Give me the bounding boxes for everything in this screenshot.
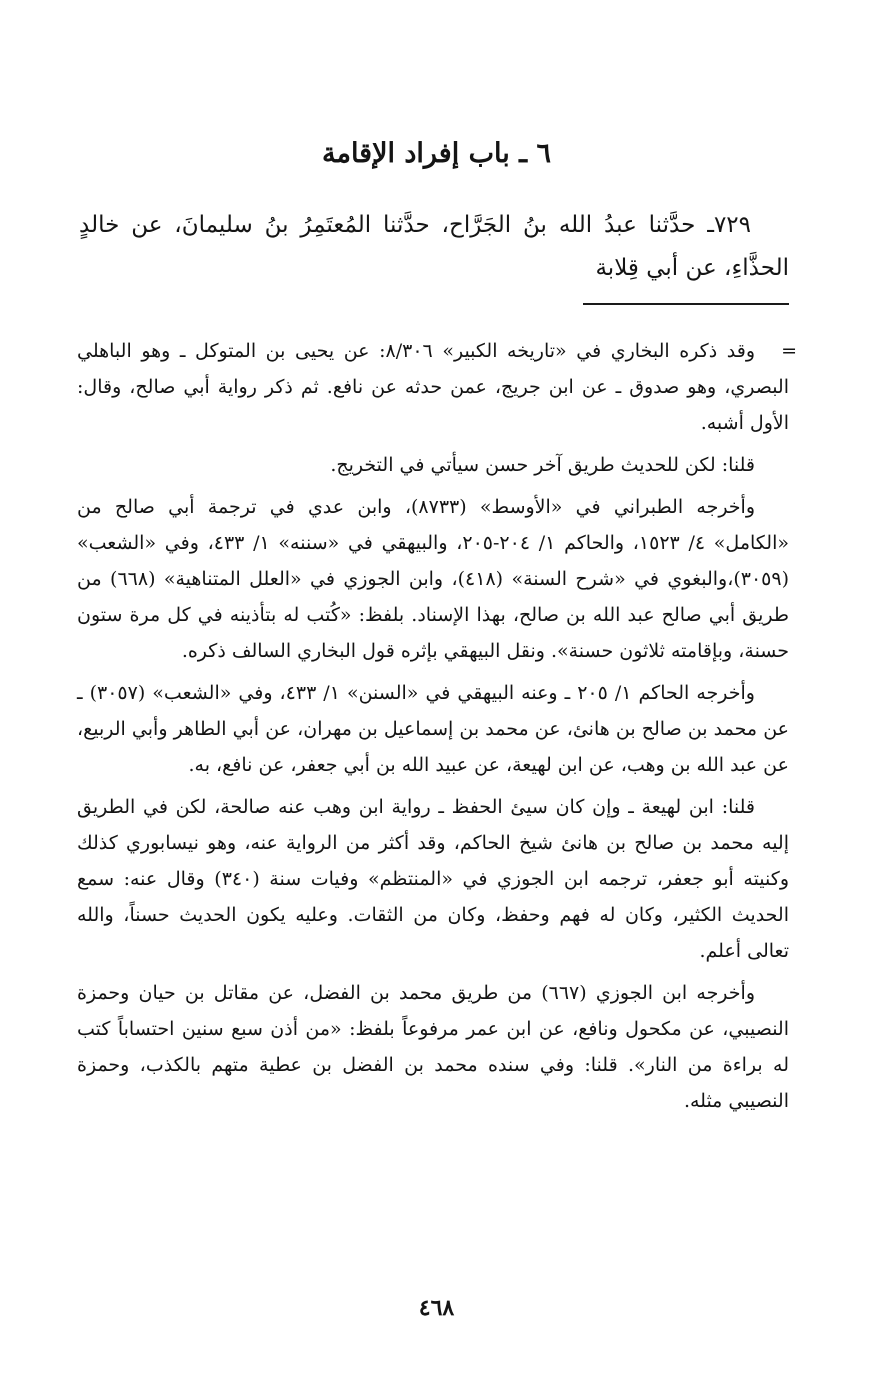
footnote-separator	[583, 303, 789, 305]
footnote-paragraph: وأخرجه الطبراني في «الأوسط» (٨٧٣٣)، وابن عدي في ترجمة أبي صالح من «الكامل» ٤/ ١٥٢٣، والحاكم ١/ ٢٠٤-٢٠٥، والبيهقي في «سننه» ١/ ٤٣٣، وفي «الشعب» (٣٠٥٩)،والبغوي في «شرح السنة» (٤١٨)، وابن الجوزي في «العلل المتناهية» (٦٦٨) من طريق أبي صالح عبد الله بن صالح، بهذا الإسناد. بلفظ: «كُتب له بتأذينه في كل مرة ستون حسنة، وبإقامته ثلاثون حسنة». ونقل البيهقي بإثره قول البخاري السالف ذكره.	[77, 496, 790, 662]
chapter-title: ٦ ـ باب إفراد الإقامة	[322, 138, 551, 169]
continuation-mark: =	[781, 340, 797, 362]
footnote-paragraph: وقد ذكره البخاري في «تاريخه الكبير» ٨/٣٠٦: عن يحيى بن المتوكل ـ وهو الباهلي البصري، وهو صدوق ـ عن ابن جريج، عمن حدثه عن نافع. ثم ذكر رواية أبي صالح، وقال: الأول أشبه.	[77, 340, 789, 434]
hadith-text	[79, 204, 789, 290]
footnote-paragraph: وأخرجه ابن الجوزي (٦٦٧) من طريق محمد بن الفضل، عن مقاتل بن حيان وحمزة النصيبي، عن مكحول ونافع، عن ابن عمر مرفوعاً بلفظ: «من أذن سبع سنين احتساباً كتب له براءة من النار». قلنا: وفي سنده محمد بن الفضل بن عطية متهم بالكذب، وحمزة النصيبي مثله.	[77, 982, 789, 1112]
footnote-paragraph: وأخرجه الحاكم ١/ ٢٠٥ ـ وعنه البيهقي في «السنن» ١/ ٤٣٣، وفي «الشعب» (٣٠٥٧) ـ عن محمد بن صالح بن هانئ، عن محمد بن إسماعيل بن مهران، عن أبي الطاهر وأبي الربيع، عن عبد الله بن وهب، عن ابن لهيعة، عن عبيد الله بن أبي جعفر، عن نافع، به.	[77, 682, 789, 776]
footnote-paragraph: قلنا: لكن للحديث طريق آخر حسن سيأتي في التخريج.	[330, 454, 755, 476]
footnotes	[77, 333, 797, 1125]
page-number: ٤٦٨	[418, 1295, 455, 1321]
hadith-body: ٧٢٩ـ حدَّثنا عبدُ الله بنُ الجَرَّاح، حدَّثنا المُعتَمِرُ بنُ سليمانَ، عن خالدٍ الحذَّاءِ، عن أبي قِلابة	[79, 212, 789, 281]
footnote-paragraph: قلنا: ابن لهيعة ـ وإن كان سيئ الحفظ ـ رواية ابن وهب عنه صالحة، لكن في الطريق إليه محمد بن صالح بن هانئ شيخ الحاكم، وقد أكثر من الرواية عنه، وهو نيسابوري كذلك وكنيته أبو جعفر، ترجمه ابن الجوزي في «المنتظم» وفيات سنة (٣٤٠) وقال عنه: سمع الحديث الكثير، وكان له فهم وحفظ، وكان من الثقات. وعليه يكون الحديث حسناً، والله تعالى أعلم.	[77, 796, 789, 962]
